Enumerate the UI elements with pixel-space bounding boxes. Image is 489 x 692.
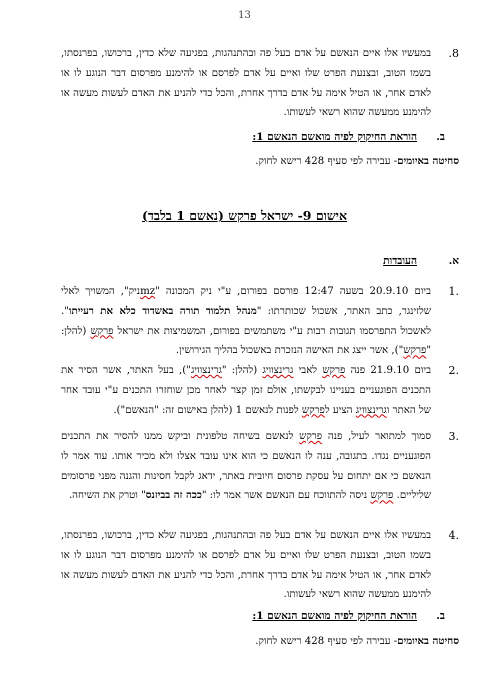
item-2-part: הציע ל: [324, 404, 356, 416]
item-3-quote: ככה זה בביזנס: [145, 489, 202, 502]
offense-1-rest: - עבירה לפי סעיף 428 רישא לחוק.: [255, 156, 398, 167]
section-a-letter: א.: [448, 255, 459, 267]
item-3-text: [61, 427, 431, 506]
item-2-part: ביום 21.9.10 פנה: [345, 365, 431, 376]
item-2-name: פרקש: [322, 365, 346, 376]
item-4-number: .4: [448, 529, 459, 542]
charge-title: אישום 9- ישראל פרקש (נאשם 1 בלבד): [142, 208, 347, 223]
item-1-quote: מנהל תלמוד תורה באשדוד כלא את רעייתו: [68, 304, 257, 317]
page-number: 13: [238, 10, 251, 21]
item-2-part: (להלן: ": [221, 365, 263, 376]
section-b2-title: הוראת החיקוק לפיה מואשם הנאשם 1:: [252, 610, 417, 622]
item-1-name: פרקש: [403, 345, 427, 357]
offense-1-label: סחיטה באיומים: [397, 155, 459, 167]
item-2-part: "), בעל האתר, אשר הסיר את התכנים הפוגעניים בעניינו לבקשתו, אולם זמן קצר לאחר מכן שוחזרו התכנים ע"י עובד אחר של האתר ו: [61, 365, 431, 416]
item-2-text: [61, 361, 431, 420]
section-b1-title: הוראת החיקוק לפיה מואשם הנאשם 1:: [252, 131, 417, 143]
item-3-name: פרקש: [370, 490, 394, 502]
item-2-part: לאבי: [293, 365, 323, 376]
item-1-part: ניק", המשויך לאלי שלזינגר, כתב האתר, אשכול שכותרתו: ": [61, 286, 431, 317]
item-8-text: במעשיו אלו איים הנאשם על אדם בעל פה ובהתנהגות, בפגיעה שלא כדין, ברכושו, בפרנסתו, בשמו הטוב, ובצנעת הפרט שלו ואיים על אדם לפרסם או להימנע מפרסום דבר הנוגע לו או לאדם אחר, או הטיל אימה על אדם בדרך אחרת, והכל כדי להניע את האדם לעשות מעשה או להימנע ממעשה שהוא רשאי לעשותו.: [61, 48, 431, 119]
item-1-part: ". לאשכול התפרסמו תגובות רבות ע"י משתמשים בפורום, המשמיצות את ישראל: [61, 305, 431, 337]
item-1-text: [61, 282, 431, 361]
offense-2-label: סחיטה באיומים: [397, 635, 459, 647]
item-1-part: "), אשר ייצג את האישה הנזכרת באשכול בהליך הגירושין.: [175, 345, 404, 357]
item-2-name: גרינצוויג: [355, 404, 387, 416]
offense-1: [59, 152, 459, 172]
offense-2-rest: - עבירה לפי סעיף 428 רישא לחוק.: [255, 636, 398, 647]
item-2-part: לפנות לנאשם 1 (להלן באישום זה: "הנאשם").: [113, 404, 302, 416]
item-8-number: 8.: [448, 47, 459, 60]
item-4-text: במעשיו אלו איים הנאשם על אדם בעל פה ובהתנהגות, בפגיעה שלא כדין, ברכושו, בפרנסתו, בשמו הטוב, ובצנעת הפרט שלו ואיים על אדם לפרסם או להימנע מפרסום דבר הנוגע לו או לאדם אחר, או הטיל אימה על אדם בדרך אחרת, והכל כדי להניע את האדם לעשות מעשה או להימנע ממעשה שהוא רשאי לעשותו.: [61, 530, 431, 601]
section-b1-letter: ב.: [436, 131, 445, 143]
item-1-part: (להלן: ": [61, 325, 431, 357]
item-1-nick-prefix: mz: [140, 286, 156, 297]
item-2-number: .2: [448, 364, 459, 377]
item-3-part: " וטרק את השיחה.: [68, 490, 146, 502]
item-3-number: .3: [448, 430, 459, 443]
section-b2-letter: ב.: [436, 610, 445, 622]
item-2-name: פרקש: [301, 404, 325, 416]
item-3-name: פרקש: [299, 431, 323, 442]
item-3-part: לנאשם בשיחה טלפונית וביקש ממנו להסיר את התכנים הפוגעניים נגדו. בתגובה, ענה לו הנאשם כי הוא אינו עובד אצלו ולא מכיר אותו. עוד אמר לו הנאשם כי אם יתחום על עסקת פרסום חיובית באתר, ידאג לקבל חסינות והגנה מפני פרסומים שליליים.: [61, 431, 431, 502]
section-a-title: העובדות: [383, 255, 417, 267]
item-1-number: .1: [448, 285, 459, 298]
offense-2: [59, 632, 459, 652]
item-1-name: פרקש: [90, 325, 114, 337]
item-2-name: גרינצוויג: [262, 365, 294, 376]
item-2-name: גרינצוויג: [190, 365, 222, 376]
item-1-part: ביום 20.9.10 בשעה 12:47 פורסם בפורום, ע"י ניק המכונה ": [155, 286, 431, 297]
item-3-part: סמוך למתואר לעיל, פנה: [322, 431, 431, 442]
item-3-part: ניסה להתווכח עם הנאשם אשר אמר לו: ": [201, 490, 371, 502]
